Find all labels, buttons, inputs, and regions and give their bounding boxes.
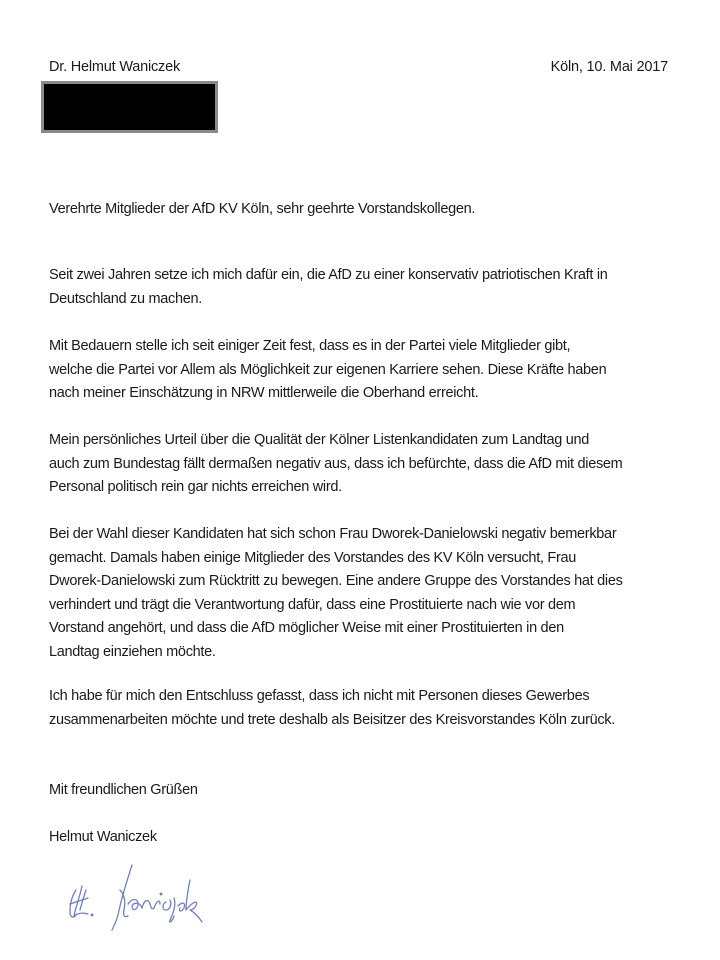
handwritten-signature <box>62 860 252 940</box>
sender-name: Dr. Helmut Waniczek <box>49 59 181 75</box>
paragraph-2: Mit Bedauern stelle ich seit einiger Zeit fest, dass es in der Partei viele Mitglieder gibt, welche die Partei vor Allem als Möglichkeit zur eigenen Karriere sehen. Diese Kräfte haben nach meiner Einschätzung in NRW mittlerweile die Oberhand erreicht. <box>49 338 607 401</box>
paragraph-4: Bei der Wahl dieser Kandidaten hat sich schon Frau Dworek-Danielowski negativ bemerkbar gemacht. Damals haben einige Mitglieder des Vorstandes des KV Köln versucht, Frau Dworek-Danielowski zum Rücktritt zu bewegen. Eine andere Gruppe des Vorstandes hat dies verhindert und trägt die Verantwortung dafür, dass eine Prostituierte nach wie vor dem Vorstand angehört, und dass die AfD möglicher Weise mit einer Prostituierten in den Landtag einziehen möchte. <box>49 526 623 660</box>
signoff-name: Helmut Waniczek <box>49 829 157 845</box>
paragraph-3: Mein persönliches Urteil über die Qualität der Kölner Listenkandidaten zum Landtag und auch zum Bundestag fällt dermaßen negativ aus, dass ich befürchte, dass die AfD mit diesem Personal politisch rein gar nichts erreichen wird. <box>49 432 623 495</box>
paragraph-1: Seit zwei Jahren setze ich mich dafür ein, die AfD zu einer konservativ patriotischen Kraft in Deutschland zu machen. <box>49 267 608 307</box>
redaction-box <box>41 81 218 133</box>
closing: Mit freundlichen Grüßen <box>49 782 198 798</box>
paragraph-5: Ich habe für mich den Entschluss gefasst, dass ich nicht mit Personen dieses Gewerbes zusammenarbeiten möchte und trete deshalb als Beisitzer des Kreisvorstandes Köln zurück. <box>49 688 615 728</box>
place-date: Köln, 10. Mai 2017 <box>550 59 668 75</box>
salutation: Verehrte Mitglieder der AfD KV Köln, sehr geehrte Vorstandskollegen. <box>49 201 476 217</box>
